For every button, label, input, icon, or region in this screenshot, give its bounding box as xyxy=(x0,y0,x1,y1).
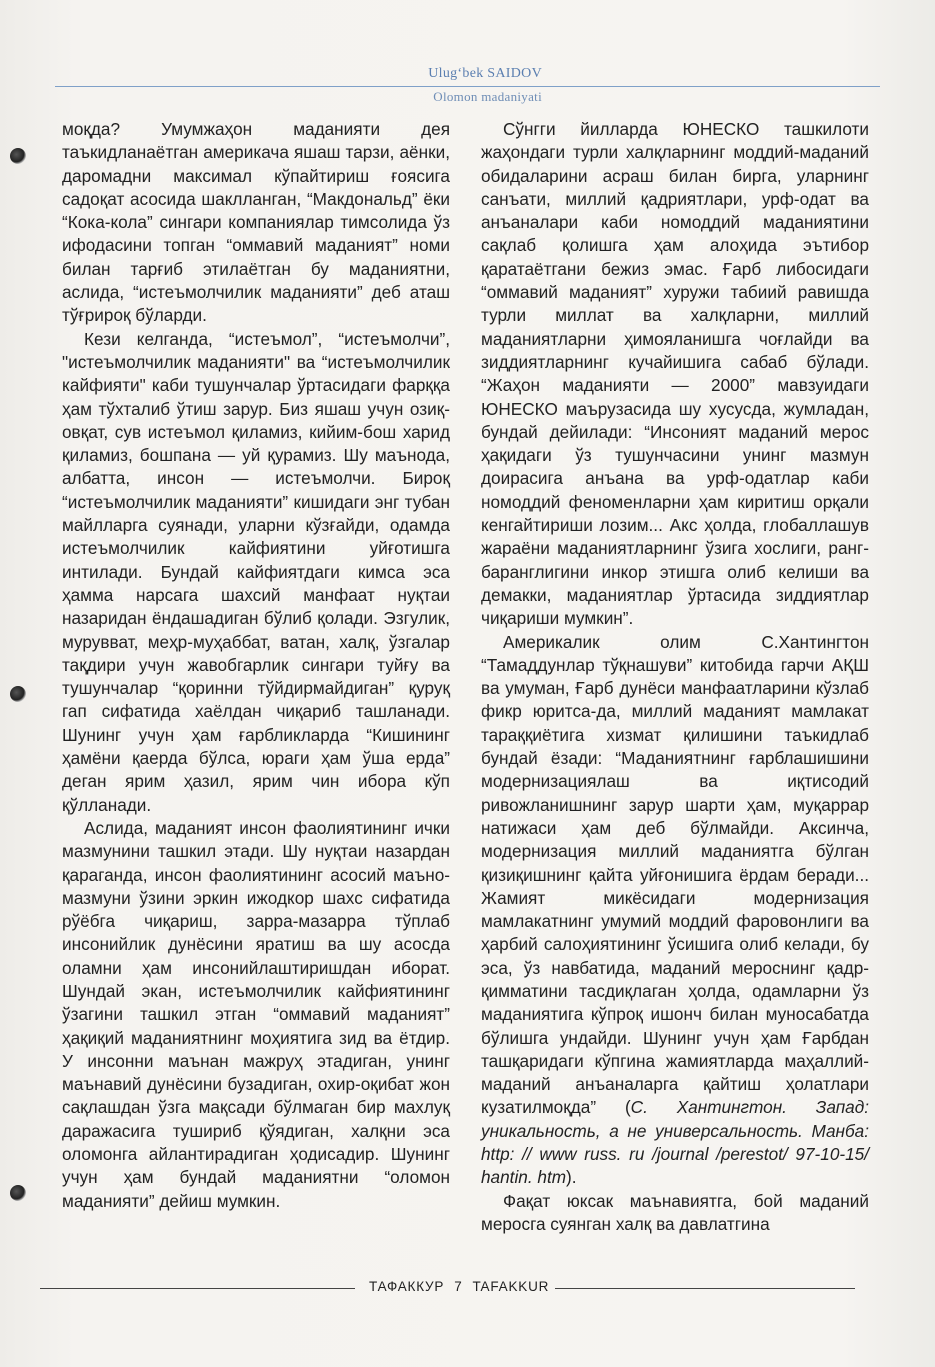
paragraph: моқда? Умумжаҳон маданияти дея таъкидланаётган америкача яшаш тарзи, аёнки, даромадни максимал кўпайтириш ғоясига садоқат асосида шаклланган, “Макдональд” ёки “Кока-кола” сингари компаниялар тимсолида ўз ифодасини топган “оммавий маданият” номи билан тарғиб этилаётган бу маданиятни, аслида, “истеъмолчилик маданияти” деб аташ тўғрироқ бўларди. xyxy=(62,119,450,326)
paragraph: Фақат юксак маънавиятга, бой маданий меросга суянган халқ ва давлатгина xyxy=(481,1190,869,1234)
paragraph xyxy=(481,631,869,1190)
footer-text xyxy=(364,1279,554,1294)
citation: С. Хантингтон. Запад: уникальность, а не универсальность. Манба: http: // www russ. ru /journal /perestot/ 97-10-15/ hantin. htm xyxy=(481,1097,870,1188)
page-number: 7 xyxy=(454,1279,463,1294)
footer-journal-cyrillic: ТАФАККУР xyxy=(369,1279,445,1294)
binder-hole xyxy=(10,1185,26,1201)
binder-hole xyxy=(10,686,26,702)
footer-rule-left xyxy=(40,1288,355,1289)
header-section: Olomon madaniyati xyxy=(433,89,542,104)
binder-hole xyxy=(10,148,26,164)
page-footer xyxy=(40,1279,900,1301)
paragraph-text: Америкалик олим С.Хантингтон “Тамаддунлар тўқнашуви” китобида гарчи АҚШ ва умуман, Ғарб дунёси манфаатларини кўзлаб фикр юритса-да, миллий маданият мамлакат тараққиётига хизмат қилишини таъкидлаб бундай ёзади: “Маданиятнинг ғарблашишини модернизациялаш ва иқтисодий ривожланишнинг зарур шарти ҳам, муқаррар натижаси ҳам деб бўлмайди. Аксинча, модернизация миллий маданиятга бўлган қизиқишнинг қайта уйғонишига ёрдам беради... Жамият микёсидаги модернизация мамлакатнинг умумий моддий фаровонлиги ва ҳарбий салоҳиятининг ўсишига олиб келади, бу эса, ўз навбатида, маданий мероснинг қадр-қимматини тасдиқлаган ҳолда, одамларни ўз маданиятига кўпроқ ишонч билан муносабатда бўлишга ундайди. Шунинг учун ҳам Ғарбдан ташқаридаги кўпгина жамиятларда маҳаллий-маданий анъаналарга қайтиш ҳолатлари кузатилмоқда” ( xyxy=(481,631,869,1118)
running-header xyxy=(55,62,880,104)
paragraph: Кези келганда, “истеъмол”, “истеъмолчи”, "истеъмолчилик маданияти" ва “истеъмолчилик кайфияти" каби тушунчалар ўртасидаги фарққа ҳам тўхталиб ўтиш зарур. Биз яшаш учун озиқ-овқат, сув истеъмол қиламиз, кийим-бош харид қиламиз, бошпана — уй қурамиз. Шу маънода, албатта, инсон — истеъмолчи. Бироқ “истеъмолчилик маданияти” кишидаги энг тубан майлларга суянади, уларни кўзғайди, одамда истеъмолчилик кайфиятини уйғотишга интилади. Бундай кайфиятдаги кимса эса ҳамма нарсага шахсий манфаат нуқтаи назаридан ёндашадиган бўлиб қолади. Эзгулик, мурувват, меҳр-муҳаббат, ватан, халқ, ўзгалар тақдири учун жавобгарлик сингари туйғу ва тушунчалар “қоринни тўйдирмайдиган” қуруқ гап сифатида хаёлдан чиқариб ташланади. Шунинг учун ҳам ғарбликларда “Кишининг ҳамёни қаерда бўлса, юраги ҳам ўша ерда” деган ярим ҳазил, ярим чин ибора кўп қўлланади. xyxy=(62,328,450,815)
footer-journal-latin: TAFAKKUR xyxy=(472,1279,550,1294)
header-rule xyxy=(55,86,880,87)
paragraph-text-end: ). xyxy=(566,1167,577,1188)
paragraph: Аслида, маданият инсон фаолиятининг ички мазмунини ташкил этади. Шу нуқтаи назардан қараганда, инсон фаолиятининг асосий маъно-мазмуни ўзини эркин ижодкор шахс сифатида рўёбга чиқариш, зарра-мазарра тўплаб инсонийлик дунёсини яратиш ва шу асосда оламни ҳам инсонийлаштиришдан иборат. Шундай экан, истеъмолчилик кайфиятининг ўзагини ташкил этган “оммавий маданият” ҳақиқий маданиятнинг моҳиятига зид ва ётдир. У инсонни маънан мажруҳ этадиган, унинг маънавий дунёсини бузадиган, охир-оқибат жон сақлашдан ўзга мақсади бўлмаган бир махлуқ даражасига тушириб қўядиган, халқни эса оломонга айлантирадиган ҳодисадир. Шунинг учун ҳам бундай маданиятни “оломон маданияти” дейиш мумкин. xyxy=(62,817,450,1211)
footer-rule-right xyxy=(555,1288,855,1289)
right-column xyxy=(481,118,869,1236)
left-column xyxy=(62,118,450,1213)
paragraph: Сўнгги йилларда ЮНЕСКО ташкилоти жаҳондаги турли халқларнинг моддий-маданий обидаларини асраш билан бирга, уларнинг санъати, миллий қадриятлари, урф-одат ва анъаналари каби номоддий маданиятини сақлаб қолишга ҳам алоҳида эътибор қаратаётгани бежиз эмас. Ғарб либосидаги “оммавий маданият” хуружи табиий равишда турли миллат ва халқларни, миллий маданиятларни ҳимояланишга чоғлайди ва зиддиятларнинг кучайишига сабаб бўлади. “Жаҳон маданияти — 2000” мавзуидаги ЮНЕСКО маърузасида шу хусусда, жумладан, бундай дейилади: “Инсоният маданий мерос ҳақидаги ўз тушунчасини унинг мазмун доирасига анъана ва урф-одатлар каби номоддий феноменларни ҳам киритиш орқали кенгайтириши лозим... Акс ҳолда, глобаллашув жараёни маданиятларнинг ўзига хослиги, ранг-баранглигини инкор этишга олиб келиши ва демакки, маданиятлар ўртасида зиддиятлар чиқариши мумкин”. xyxy=(481,119,869,629)
header-author: Ulug‘bek SAIDOV xyxy=(428,66,542,81)
